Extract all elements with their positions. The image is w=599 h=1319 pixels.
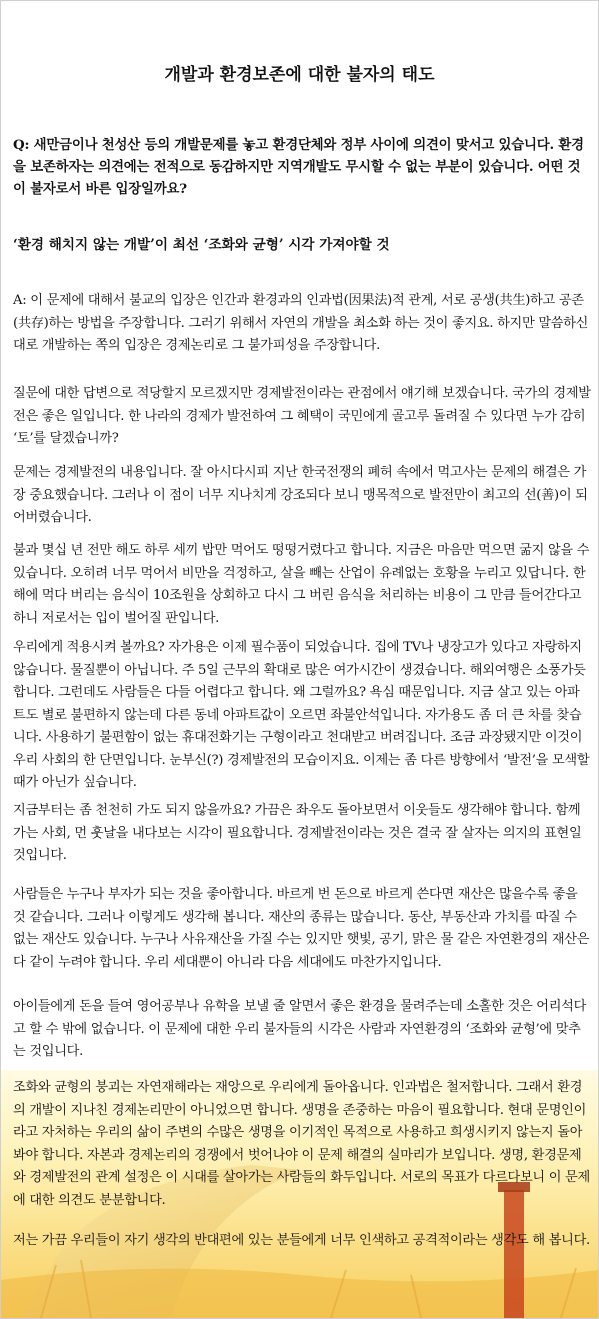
answer-paragraph-6: 지금부터는 좀 천천히 가도 되지 않을까요? 가끔은 좌우도 돌아보면서 이웃들도 생각해야 합니다. 함께 가는 사회, 먼 훗날을 내다보는 시각이 필요합니다. 경제발전이라는 것은 결국 잘 살자는 의지의 표현일 것입니다. — [13, 803, 582, 863]
question-text: Q: 새만금이나 천성산 등의 개발문제를 놓고 환경단체와 정부 사이에 의견이 맞서고 있습니다. 환경을 보존하자는 의견에는 전적으로 동감하지만 지역개발도 무시할 수 없는 부분이 있습니다. 어떤 것이 불자로서 바른 입장일까요? — [13, 137, 584, 197]
answer-paragraph-7: 사람들은 누구나 부자가 되는 것을 좋아합니다. 바르게 번 돈으로 바르게 쓴다면 재산은 많을수록 좋을 것 같습니다. 그러나 이렇게도 생각해 봅니다. 재산의 종류는 많습니다. 동산, 부동산과 가치를 따질 수 없는 재산도 있습니다. 누구나 사유재산을 가질 수는 있지만 햇빛, 공기, 맑은 물 같은 자연환경의 재산은 다 같이 누려야 합니다. 우리 세대뿐이 아니라 다음 세대에도 마찬가지입니다. — [13, 887, 590, 970]
answer-paragraph-3: 문제는 경제발전의 내용입니다. 잘 아시다시피 지난 한국전쟁의 폐허 속에서 먹고사는 문제의 해결은 가장 중요했습니다. 그러나 이 점이 너무 지나치게 강조되다 보니 맹목적으로 발전만이 최고의 선(善)이 되어버렸습니다. — [13, 465, 588, 525]
answer-paragraph-1: A: 이 문제에 대해서 불교의 입장은 인간과 환경과의 인과법(因果法)적 관계, 서로 공생(共生)하고 공존(共存)하는 방법을 주장합니다. 그러기 위해서 자연의 개발을 최소화 하는 것이 좋지요. 하지만 말씀하신대로 개발하는 쪽의 입장은 경제논리로 그 불가피성을 주장합니다. — [13, 293, 589, 353]
answer-paragraph-8: 아이들에게 돈을 들여 영어공부나 유학을 보낼 줄 알면서 좋은 환경을 물려주는데 소홀한 것은 어리석다고 할 수 밖에 없습니다. 이 문제에 대한 우리 불자들의 시각은 사람과 자연환경의 ‘조화와 균형’에 맞추는 것입니다. — [13, 999, 587, 1059]
answer-paragraph-5: 우리에게 적용시켜 볼까요? 자가용은 이제 필수품이 되었습니다. 집에 TV나 냉장고가 있다고 자랑하지 않습니다. 물질뿐이 아닙니다. 주 5일 근무의 확대로 많은 여가시간이 생겼습니다. 해외여행은 소풍가듯 합니다. 그런데도 사람들은 다들 어렵다고 합니다. 왜 그럴까요? 욕심 때문입니다. 지금 살고 있는 아파트도 별로 불편하지 않는데 다른 동네 아파트값이 오르면 좌불안석입니다. 자가용도 좀 더 큰 차를 찾습니다. 사용하기 불편함이 없는 휴대전화기는 구형이라고 천대받고 버려집니다. 조금 과장됐지만 이것이 우리 사회의 한 단면입니다. 눈부신(?) 경제발전의 모습이지요. 이제는 좀 다른 방향에서 ‘발전’을 모색할 때가 아닌가 싶습니다. — [13, 640, 590, 790]
answer-paragraph-9: 조화와 균형의 붕괴는 자연재해라는 재앙으로 우리에게 돌아옵니다. 인과법은 철저합니다. 그래서 환경의 개발이 지나친 경제논리만이 아니었으면 합니다. 생명을 존중하는 마음이 필요합니다. 현대 문명인이라고 자처하는 우리의 삶이 주변의 수많은 생명을 이기적인 목적으로 사용하고 희생시키지 않는지 돌아봐야 합니다. 자본과 경제논리의 경쟁에서 벗어나야 이 문제 해결의 실마리가 보입니다. 생명, 환경문제와 경제발전의 관계 설정은 이 시대를 살아가는 사람들의 화두입니다. 서로의 목표가 다르다보니 이 문제에 대한 의견도 분분합니다. — [13, 1080, 590, 1208]
page-title: 개발과 환경보존에 대한 불자의 태도 — [164, 65, 435, 85]
answer-paragraph-10: 저는 가끔 우리들이 자기 생각의 반대편에 있는 분들에게 너무 인색하고 공격적이라는 생각도 해 봅니다. — [13, 1233, 590, 1248]
answer-headline: ‘환경 해치지 않는 개발’이 최선 ‘조화와 균형’ 시각 가져야할 것 — [13, 237, 390, 253]
answer-paragraph-2: 질문에 대한 답변으로 적당할지 모르겠지만 경제발전이라는 관점에서 얘기해 보겠습니다. 국가의 경제발전은 좋은 일입니다. 한 나라의 경제가 발전하여 그 혜택이 국민에게 골고루 돌려질 수 있다면 누가 감히 ‘토’를 달겠습니까? — [13, 386, 591, 446]
answer-paragraph-4: 불과 몇십 년 전만 해도 하루 세끼 밥만 먹어도 떵떵거렸다고 합니다. 지금은 마음만 먹으면 굶지 않을 수 있습니다. 오히려 너무 먹어서 비만을 걱정하고, 살을 빼는 산업이 유례없는 호황을 누리고 있답니다. 한 해에 먹다 버리는 음식이 10조원을 상회하고 다시 그 버린 음식을 처리하는 비용이 그 만큼 들어간다고 하니 저로서는 입이 벌어질 판입니다. — [13, 543, 590, 626]
